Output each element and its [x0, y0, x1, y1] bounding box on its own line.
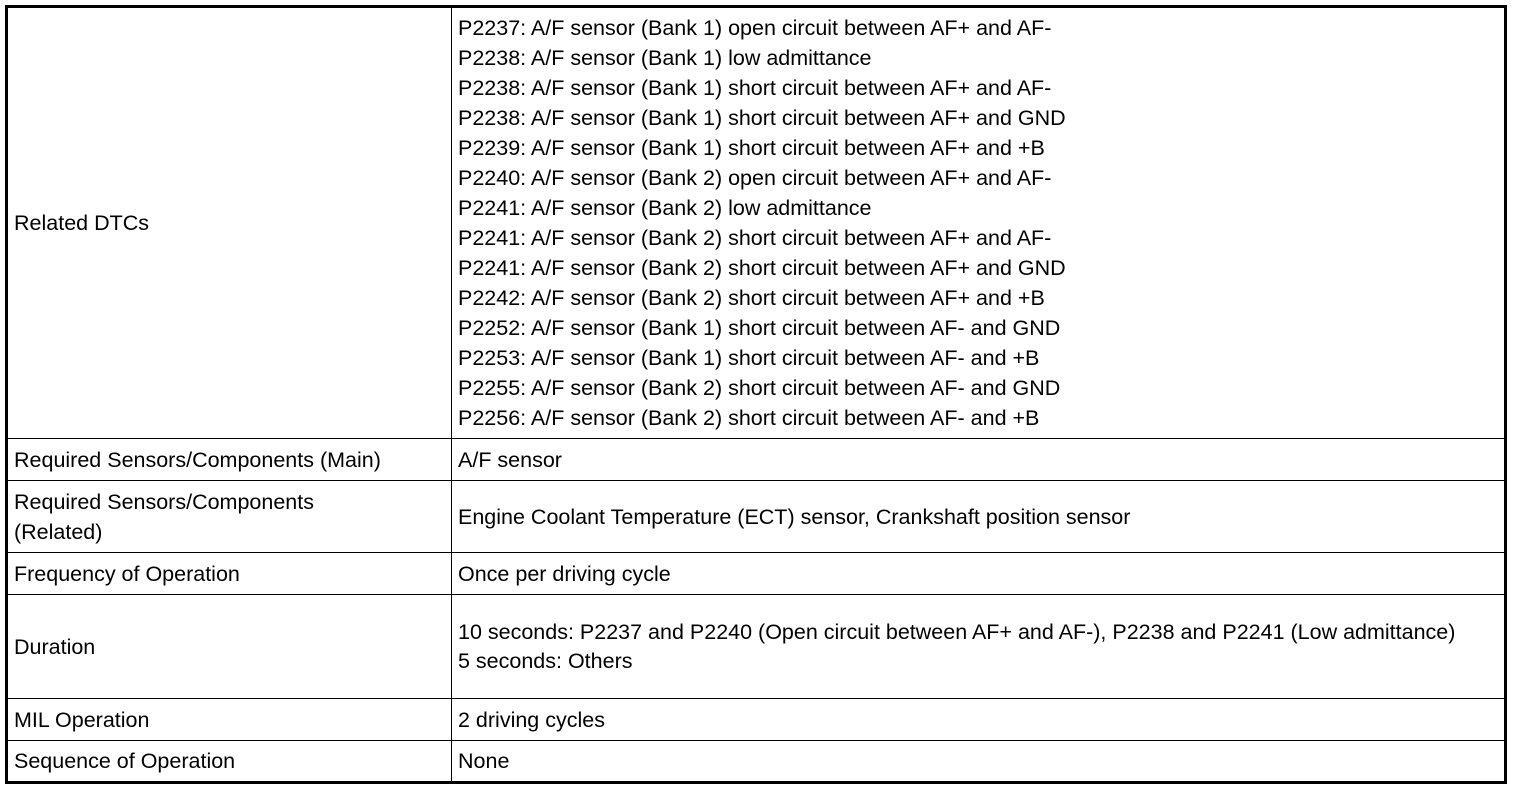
table-row [7, 553, 1506, 595]
dtc-item: P2256: A/F sensor (Bank 2) short circuit between AF- and +B [458, 406, 1040, 430]
required-main-value: A/F sensor [452, 439, 1506, 481]
required-main-label: Required Sensors/Components (Main) [7, 439, 452, 481]
frequency-label: Frequency of Operation [7, 553, 452, 595]
dtc-item: P2237: A/F sensor (Bank 1) open circuit between AF+ and AF- [458, 16, 1052, 40]
related-dtcs-list [452, 7, 1506, 439]
sequence-label: Sequence of Operation [7, 741, 452, 783]
dtc-item: P2241: A/F sensor (Bank 2) short circuit between AF+ and AF- [458, 226, 1052, 250]
required-related-label [7, 481, 452, 553]
table-row [7, 481, 1506, 553]
table-row [7, 699, 1506, 741]
mil-value: 2 driving cycles [452, 699, 1506, 741]
related-dtcs-label: Related DTCs [7, 7, 452, 439]
monitor-spec-table [5, 5, 1507, 784]
frequency-value: Once per driving cycle [452, 553, 1506, 595]
dtc-item: P2252: A/F sensor (Bank 1) short circuit between AF- and GND [458, 316, 1061, 340]
table-row [7, 439, 1506, 481]
required-related-value: Engine Coolant Temperature (ECT) sensor, Crankshaft position sensor [452, 481, 1506, 553]
required-related-label-line: Required Sensors/Components [14, 489, 314, 514]
dtc-item: P2253: A/F sensor (Bank 1) short circuit between AF- and +B [458, 346, 1040, 370]
dtc-item: P2241: A/F sensor (Bank 2) low admittance [458, 196, 872, 220]
dtc-item: P2242: A/F sensor (Bank 2) short circuit between AF+ and +B [458, 286, 1045, 310]
dtc-item: P2239: A/F sensor (Bank 1) short circuit between AF+ and +B [458, 136, 1045, 160]
mil-label: MIL Operation [7, 699, 452, 741]
duration-value [452, 595, 1506, 699]
dtc-item: P2240: A/F sensor (Bank 2) open circuit between AF+ and AF- [458, 166, 1052, 190]
dtc-item: P2238: A/F sensor (Bank 1) short circuit between AF+ and AF- [458, 76, 1052, 100]
dtc-item: P2238: A/F sensor (Bank 1) short circuit between AF+ and GND [458, 106, 1066, 130]
duration-value-line: 10 seconds: P2237 and P2240 (Open circuit between AF+ and AF-), P2238 and P2241 (Low admittance) [458, 619, 1456, 644]
sequence-value: None [452, 741, 1506, 783]
dtc-item: P2238: A/F sensor (Bank 1) low admittance [458, 46, 872, 70]
duration-value-line: 5 seconds: Others [458, 648, 633, 673]
dtc-item: P2255: A/F sensor (Bank 2) short circuit between AF- and GND [458, 376, 1061, 400]
table-row [7, 741, 1506, 783]
duration-label: Duration [7, 595, 452, 699]
dtc-item: P2241: A/F sensor (Bank 2) short circuit between AF+ and GND [458, 256, 1066, 280]
table-row [7, 595, 1506, 699]
required-related-label-line: (Related) [14, 519, 103, 544]
table-row [7, 7, 1506, 439]
